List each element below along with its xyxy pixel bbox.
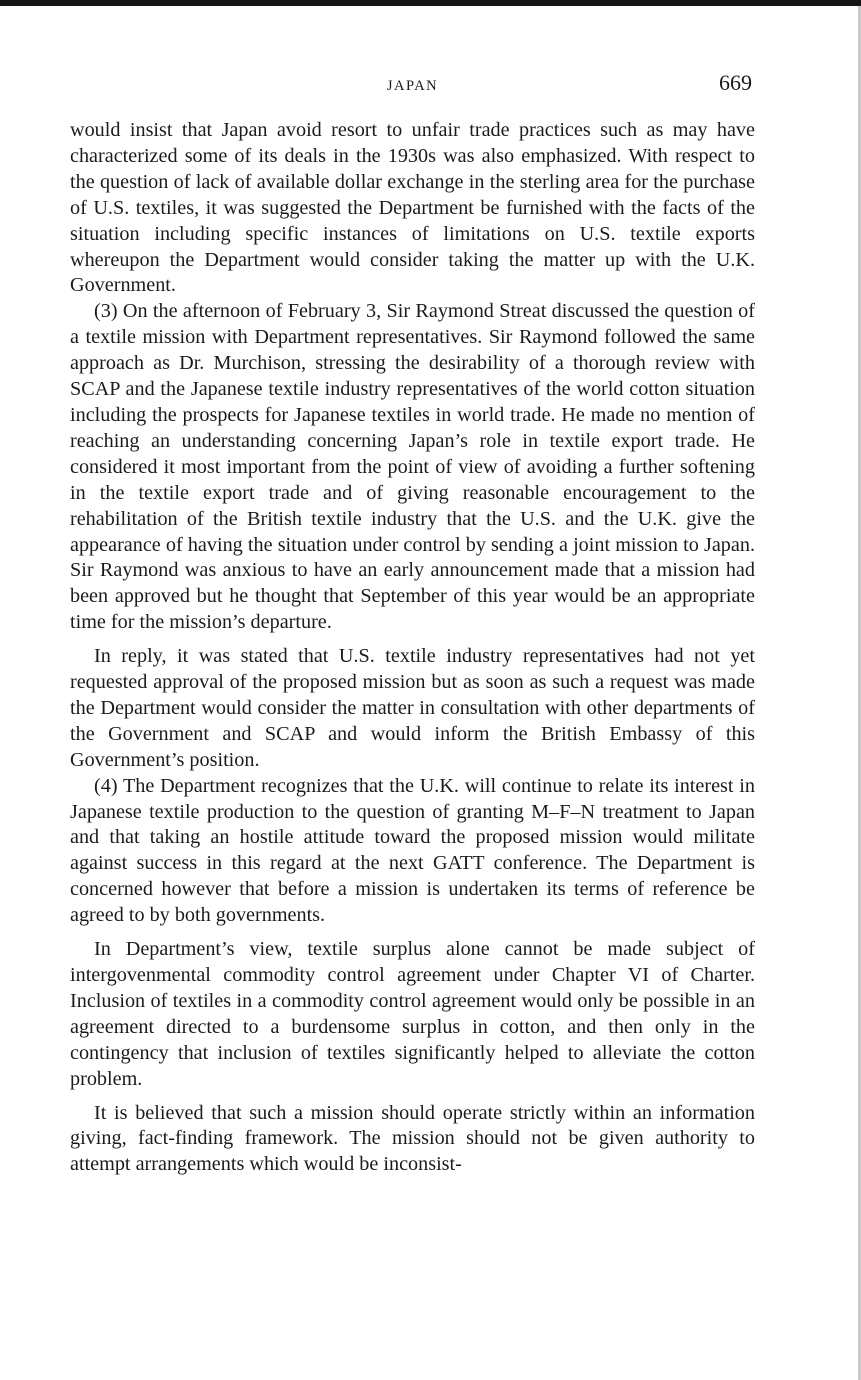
page-number: 669	[719, 70, 752, 95]
top-rule	[0, 0, 861, 6]
page-header	[70, 70, 755, 104]
paragraph-section-4: (4) The Department recognizes that the U.K. will continue to relate its interest in Japanese textile production to the question of granting M–F–N treatment to Japan and that taking an hostile attitude toward the proposed mission would militate against success in this regard at the next GATT conference. The Department is concerned however that before a mission is undertaken its terms of reference be agreed to by both governments.	[70, 774, 755, 927]
running-head: JAPAN	[386, 78, 439, 94]
body-text	[70, 118, 755, 1178]
paragraph-mission-framework: It is believed that such a mission should operate strictly within an information giving, fact-finding framework. The mission should not be given authority to attempt arrangements which would be inconsist-	[70, 1101, 755, 1176]
paragraph-reply: In reply, it was stated that U.S. textile industry representatives had not yet requested approval of the proposed mission but as soon as such a request was made the Department would consider the matter in consultation with other departments of the Government and SCAP and would inform the British Embassy of this Government’s position.	[70, 645, 755, 771]
paragraph-department-view: In Department’s view, textile surplus alone cannot be made subject of intergovenmental commodity control agreement under Chapter VI of Charter. Inclusion of textiles in a commodity control agreement would only be possible in an agreement directed to a burdensome surplus in cotton, and then only in the contingency that inclusion of textiles significantly helped to alleviate the cotton problem.	[70, 938, 755, 1090]
paragraph-section-3: (3) On the afternoon of February 3, Sir Raymond Streat discussed the question of a textile mission with Department representatives. Sir Raymond followed the same approach as Dr. Murchison, stressing the desirability of a thorough review with SCAP and the Japanese textile industry representatives of the world cotton situation including the prospects for Japanese textiles in world trade. He made no mention of reaching an understanding concerning Japan’s role in textile export trade. He considered it most important from the point of view of avoiding a further softening in the textile export trade and of giving reasonable encouragement to the rehabilitation of the British textile industry that the U.S. and the U.K. give the appearance of having the situation under control by sending a joint mission to Japan. Sir Raymond was anxious to have an early announcement made that a mission had been approved but he thought that September of this year would be an appropriate time for the mission’s departure.	[70, 300, 755, 634]
paragraph-continuation: would insist that Japan avoid resort to unfair trade practices such as may have characterized some of its deals in the 1930s was also emphasized. With respect to the question of lack of available dollar exchange in the sterling area for the purchase of U.S. textiles, it was suggested the Department be furnished with the facts of the situation including specific instances of limitations on U.S. textile exports whereupon the Department would consider taking the matter up with the U.K. Government.	[70, 119, 755, 297]
